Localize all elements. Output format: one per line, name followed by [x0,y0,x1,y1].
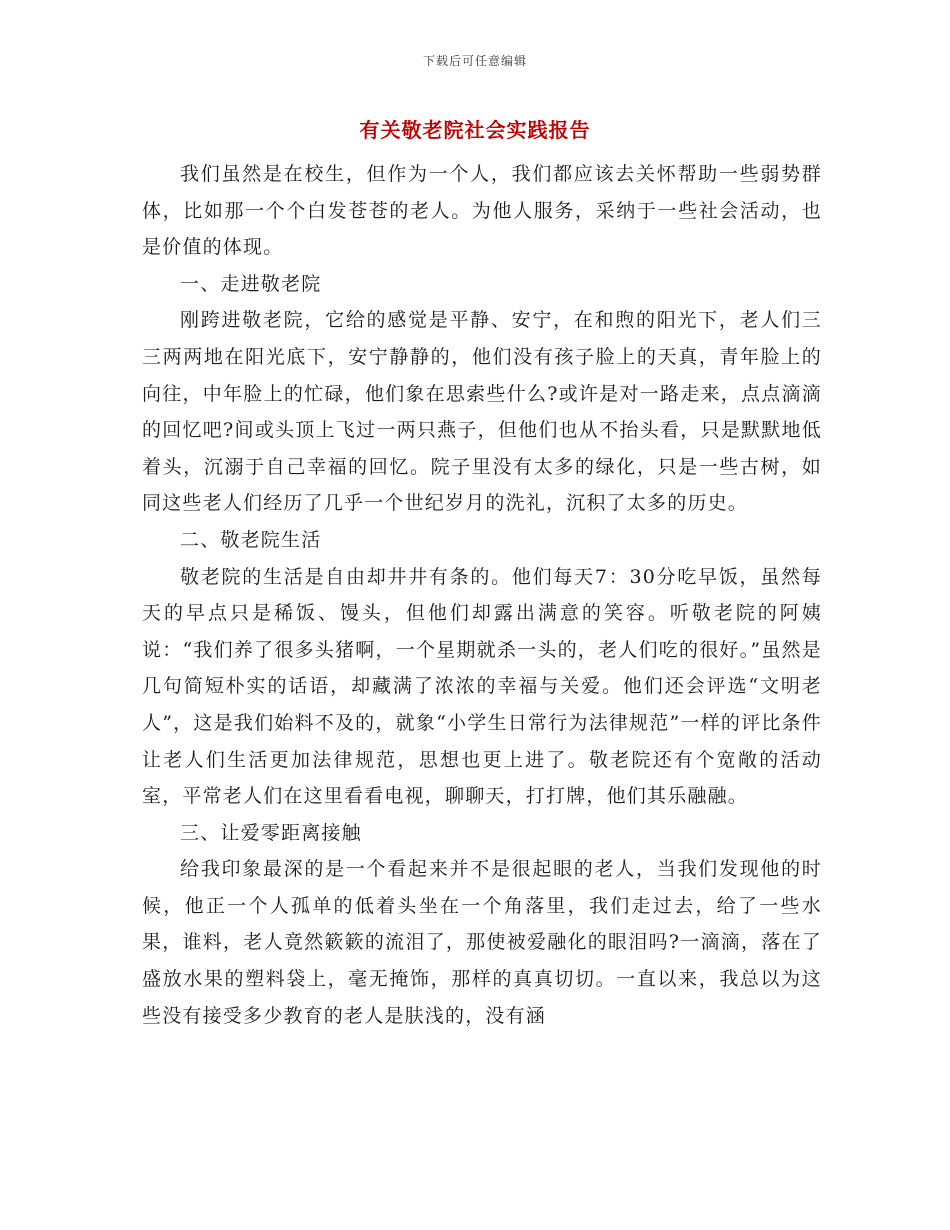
body-text [142,156,822,1034]
page-title: 有关敬老院社会实践报告 [359,118,591,142]
section-heading-1: 一、走进敬老院 [180,272,322,295]
section-heading-3: 三、让爱零距离接触 [180,821,362,844]
paragraph-section-3: 给我印象最深的是一个看起来并不是很起眼的老人，当我们发现他的时候，他正一个人孤单的低着头坐在一个角落里，我们走过去，给了一些水果，谁料，老人竟然簌簌的流泪了，那使被爱融化的眼泪吗?一滴滴，落在了盛放水果的塑料袋上，毫无掩饰，那样的真真切切。一直以来，我总以为这些没有接受多少教育的老人是肤浅的，没有涵 [142,858,822,1027]
header-note: 下载后可任意编辑 [422,54,527,68]
section-heading-2: 二、敬老院生活 [180,528,322,551]
paragraph-section-1: 刚跨进敬老院，它给的感觉是平静、安宁，在和煦的阳光下，老人们三三两两地在阳光底下，安宁静静的，他们没有孩子脸上的天真，青年脸上的向往，中年脸上的忙碌，他们象在思索些什么?或许是对一路走来，点点滴滴的回忆吧?间或头顶上飞过一两只燕子，但他们也从不抬头看，只是默默地低着头，沉溺于自己幸福的回忆。院子里没有太多的绿化，只是一些古树，如同这些老人们经历了几乎一个世纪岁月的洗礼，沉积了太多的历史。 [142,309,822,515]
paragraph-intro: 我们虽然是在校生，但作为一个人，我们都应该去关怀帮助一些弱势群体，比如那一个个白发苍苍的老人。为他人服务，采纳于一些社会活动，也是价值的体现。 [142,163,822,259]
paragraph-section-2: 敬老院的生活是自由却井井有条的。他们每天7：30分吃早饭，虽然每天的早点只是稀饭、馒头，但他们却露出满意的笑容。听敬老院的阿姨说：“我们养了很多头猪啊，一个星期就杀一头的，老人们吃的很好。”虽然是几句简短朴实的话语，却藏满了浓浓的幸福与关爱。他们还会评选“文明老人”，这是我们始料不及的，就象“小学生日常行为法律规范”一样的评比条件让老人们生活更加法律规范，思想也更上进了。敬老院还有个宽敞的活动室，平常老人们在这里看看电视，聊聊天，打打牌，他们其乐融融。 [142,565,822,808]
